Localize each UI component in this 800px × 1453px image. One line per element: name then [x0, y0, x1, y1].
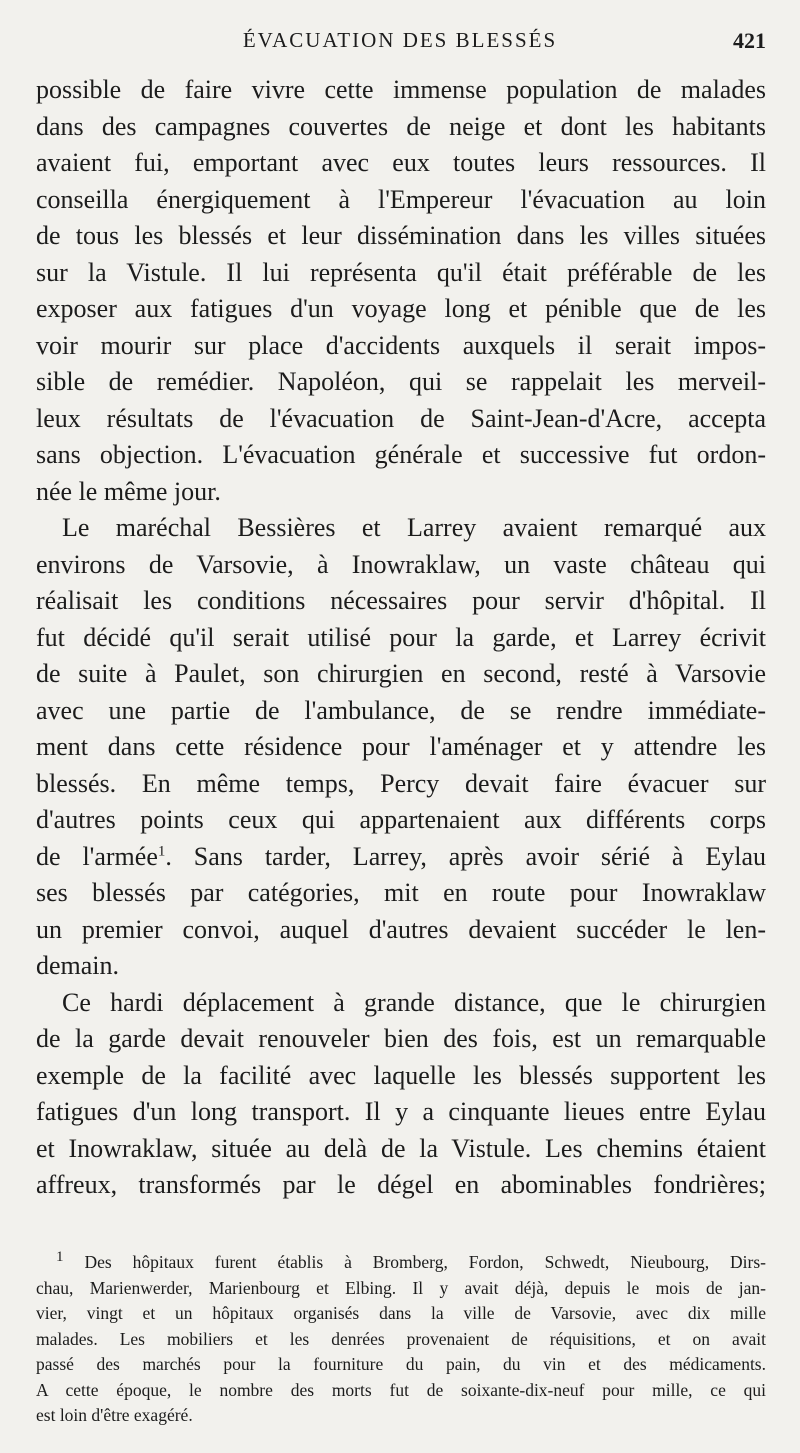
text-line: sible de remédier. Napoléon, qui se rappelait les merveil- [36, 367, 766, 396]
footnote-marker: 1 [56, 1249, 64, 1266]
footnote-line: passé des marchés pour la fourniture du pain, du vin et des médicaments. [36, 1354, 766, 1374]
footnote-line: vier, vingt et un hôpitaux organisés dans la ville de Varsovie, avec dix mille [36, 1303, 766, 1323]
text-line: voir mourir sur place d'accidents auxquels il serait impos- [36, 330, 766, 360]
text-line: d'autres points ceux qui appartenaient aux différents corps [36, 805, 766, 834]
text-line: de tous les blessés et leur dissémination dans les villes situées [36, 221, 766, 250]
text-line: blessés. En même temps, Percy devait faire évacuer sur [36, 768, 766, 798]
body-text [36, 72, 766, 1204]
footnote-reference[interactable]: 1 [157, 842, 166, 859]
text-line: un premier convoi, auquel d'autres devaient succéder le len- [36, 914, 766, 944]
text-line: leux résultats de l'évacuation de Saint-Jean-d'Acre, accepta [36, 403, 766, 433]
text-line: affreux, transformés par le dégel en abominables fondrières; [36, 1170, 766, 1199]
text-line: ses blessés par catégories, mit en route pour Inowraklaw [36, 878, 766, 907]
text-line: exemple de la facilité avec laquelle les blessés supportent les [36, 1060, 766, 1090]
text-line: environs de Varsovie, à Inowraklaw, un vaste château qui [36, 549, 766, 579]
text-line: avec une partie de l'ambulance, de se rendre immédiate- [36, 695, 766, 725]
text-fragment: . Sans tarder, Larrey, après avoir sérié à Eylau [165, 841, 766, 871]
text-line: demain. [36, 951, 120, 980]
text-line: fatigues d'un long transport. Il y a cinquante lieues entre Eylau [36, 1097, 766, 1126]
text-line: possible de faire vivre cette immense population de malades [36, 75, 766, 104]
text-line: sans objection. L'évacuation générale et successive fut ordon- [36, 440, 766, 469]
text-line: sur la Vistule. Il lui représenta qu'il était préférable de les [36, 257, 766, 287]
footnote-line [36, 1250, 766, 1276]
running-head [34, 28, 766, 60]
footnote-line: est loin d'être exagéré. [36, 1405, 193, 1425]
page-number: 421 [733, 28, 766, 53]
text-line-with-footnote [36, 839, 766, 876]
footnote-text: Des hôpitaux furent établis à Bromberg, Fordon, Schwedt, Nieubourg, Dirs- [84, 1252, 766, 1272]
text-line: de la garde devait renouveler bien des fois, est un remarquable [36, 1024, 766, 1053]
text-line: réalisait les conditions nécessaires pour servir d'hôpital. Il [36, 586, 766, 615]
text-line: Le maréchal Bessières et Larrey avaient remarqué aux [62, 513, 766, 542]
text-line: de suite à Paulet, son chirurgien en second, resté à Varsovie [36, 659, 766, 688]
footnote-line: malades. Les mobiliers et les denrées provenaient de réquisitions, et on avait [36, 1328, 766, 1349]
footnote-line: chau, Marienwerder, Marienbourg et Elbing. Il y avait déjà, depuis le mois de jan- [36, 1277, 766, 1298]
text-line: née le même jour. [36, 476, 221, 506]
text-line: conseilla énergiquement à l'Empereur l'évacuation au loin [36, 184, 766, 214]
text-line: exposer aux fatigues d'un voyage long et pénible que de les [36, 294, 766, 323]
text-line: et Inowraklaw, située au delà de la Vistule. Les chemins étaient [36, 1133, 766, 1163]
footnotes [36, 1250, 766, 1429]
text-line: Ce hardi déplacement à grande distance, que le chirurgien [62, 987, 766, 1017]
text-line: avaient fui, emportant avec eux toutes leurs ressources. Il [36, 148, 766, 177]
running-title: ÉVACUATION DES BLESSÉS [242, 28, 558, 52]
text-fragment: de l'armée [36, 841, 158, 871]
text-line: fut décidé qu'il serait utilisé pour la garde, et Larrey écrivit [36, 622, 766, 652]
text-line: dans des campagnes couvertes de neige et dont les habitants [36, 111, 766, 141]
footnote-line: A cette époque, le nombre des morts fut de soixante-dix-neuf pour mille, ce qui [36, 1379, 766, 1400]
text-line: ment dans cette résidence pour l'aménager et y attendre les [36, 732, 766, 761]
